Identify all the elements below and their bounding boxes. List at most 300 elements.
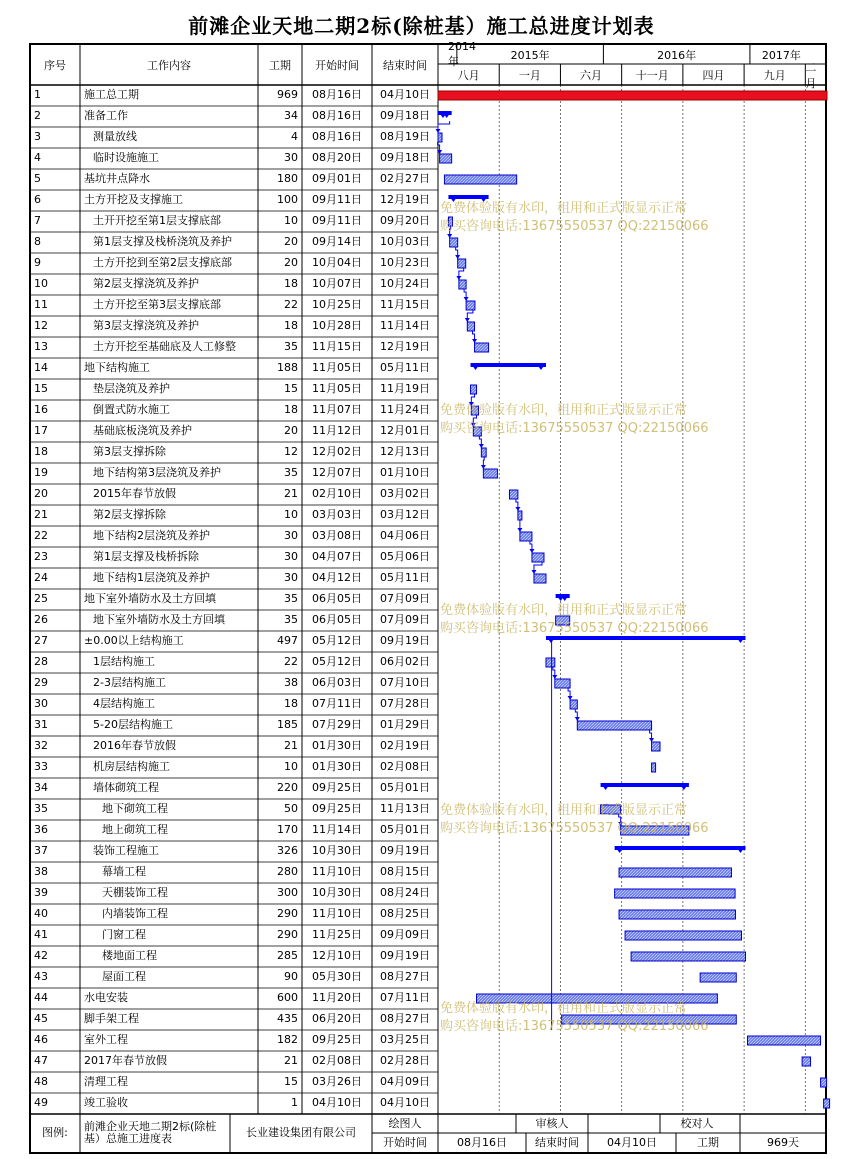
row-number: 27 [34,634,48,647]
task-duration: 22 [284,655,298,668]
reviewer-label: 审核人 [535,1116,569,1130]
task-duration: 90 [284,970,298,983]
task-end: 07月10日 [380,676,430,689]
month-label: 十一月 [635,69,669,82]
task-bar [483,469,497,478]
row-number: 3 [34,130,41,143]
task-duration: 12 [284,445,298,458]
task-start: 08月16日 [312,88,362,101]
header-seq: 序号 [44,59,66,72]
task-name: 地下砌筑工程 [102,802,168,815]
task-end: 09月19日 [380,844,430,857]
task-duration: 290 [277,928,298,941]
task-bar [631,952,745,961]
task-start: 08月20日 [312,151,362,164]
task-name: 楼地面工程 [102,949,157,962]
task-start: 09月01日 [312,172,362,185]
task-bar [652,763,656,772]
task-bar [615,889,735,898]
milestone-bar [824,1099,830,1108]
row-number: 5 [34,172,41,185]
task-duration: 300 [277,886,298,899]
header-dur: 工期 [269,59,291,72]
task-end: 08月24日 [380,886,430,899]
start-value: 08月16日 [457,1135,507,1149]
row-number: 16 [34,403,48,416]
task-start: 11月20日 [312,991,362,1004]
task-start: 03月03日 [312,508,362,521]
watermark-line1: 免费体验版有水印，租用和正式版显示正常 [440,603,688,618]
task-bar [473,427,481,436]
summary-bar [601,783,689,787]
task-name: 土方开挖到至第2层支撑底部 [93,256,232,269]
row-number: 26 [34,613,48,626]
summary-bar [615,846,746,850]
task-end: 07月09日 [380,592,430,605]
task-name: 土方开挖至第3层支撑底部 [93,298,221,311]
task-end: 05月11日 [380,571,430,584]
task-start: 11月25日 [312,928,362,941]
task-start: 11月12日 [312,424,362,437]
task-start: 09月14日 [312,235,362,248]
task-bar [467,322,474,331]
task-duration: 18 [284,403,298,416]
end-value: 04月10日 [607,1135,657,1149]
row-number: 40 [34,907,48,920]
task-bar [802,1057,810,1066]
task-end: 04月10日 [380,88,430,101]
task-end: 01月29日 [380,718,430,731]
task-duration: 600 [277,991,298,1004]
drafter-label: 绘图人 [388,1116,422,1130]
row-number: 38 [34,865,48,878]
task-bar [821,1078,827,1087]
task-duration: 50 [284,802,298,815]
task-bar [450,238,458,247]
task-start: 10月30日 [312,844,362,857]
task-bar [438,133,442,142]
dependency-arrowhead [465,318,470,322]
task-end: 12月19日 [380,340,430,353]
dependency-arrowhead [481,465,486,469]
watermark-line2: 购买咨询电话:13675550537 QQ:22150066 [440,1019,709,1034]
task-name: 地下结构施工 [84,361,150,374]
task-end: 09月18日 [380,109,430,122]
task-bar [652,742,660,751]
row-number: 22 [34,529,48,542]
task-end: 11月14日 [380,319,430,332]
row-number: 18 [34,445,48,458]
dur-label: 工期 [697,1135,719,1149]
task-bar [619,910,735,919]
watermark-line2: 购买咨询电话:13675550537 QQ:22150066 [440,621,709,636]
task-name: 幕墙工程 [102,865,146,878]
task-name: 垫层浇筑及养护 [93,382,170,395]
task-name: 准备工作 [84,109,128,122]
task-end: 05月01日 [380,823,430,836]
month-label: 六月 [580,69,603,82]
task-end: 09月19日 [380,949,430,962]
task-bar [621,826,689,835]
row-number: 48 [34,1075,48,1088]
task-end: 12月19日 [380,193,430,206]
task-name: 第2层支撑拆除 [93,508,166,521]
task-name: 地下室外墙防水及土方回填 [93,613,225,626]
task-end: 11月19日 [380,382,430,395]
task-end: 09月09日 [380,928,430,941]
task-name: 地下结构1层浇筑及养护 [93,571,210,584]
task-start: 12月02日 [312,445,362,458]
task-name: 土开开挖至第1层支撑底部 [93,214,221,227]
task-duration: 326 [277,844,298,857]
task-name: 竣工验收 [84,1096,128,1109]
task-duration: 220 [277,781,298,794]
task-end: 04月10日 [380,1096,430,1109]
task-bar [748,1036,821,1045]
task-start: 09月11日 [312,214,362,227]
dependency-arrowhead [447,234,452,238]
watermark-line2: 购买咨询电话:13675550537 QQ:22150066 [440,821,709,836]
task-end: 08月25日 [380,907,430,920]
task-start: 08月16日 [312,130,362,143]
month-label: 二月 [805,61,817,90]
task-name: 机房层结构施工 [93,760,170,773]
task-start: 07月11日 [312,697,362,710]
row-number: 36 [34,823,48,836]
task-name: 第2层支撑浇筑及养护 [93,277,199,290]
row-number: 31 [34,718,48,731]
year-label: 2017年 [761,48,801,62]
task-end: 07月11日 [380,991,430,1004]
task-duration: 35 [284,592,298,605]
task-start: 05月12日 [312,655,362,668]
task-start: 09月11日 [312,193,362,206]
task-end: 03月25日 [380,1033,430,1046]
task-duration: 10 [284,508,298,521]
summary-bar [471,363,546,367]
task-start: 04月10日 [312,1096,362,1109]
task-name: 基坑井点降水 [84,172,150,185]
task-start: 11月14日 [312,823,362,836]
task-start: 11月10日 [312,907,362,920]
row-number: 10 [34,277,48,290]
header-work: 工作内容 [147,59,191,72]
task-bar [532,553,544,562]
row-number: 43 [34,970,48,983]
task-bar [466,301,475,310]
task-end: 04月09日 [380,1075,430,1088]
row-number: 28 [34,655,48,668]
task-start: 11月05日 [312,382,362,395]
task-end: 11月13日 [380,802,430,815]
task-duration: 1 [291,1096,298,1109]
company-name: 长业建设集团有限公司 [246,1126,356,1139]
task-bar [481,448,486,457]
task-bar [700,973,736,982]
row-number: 47 [34,1054,48,1067]
task-bar [440,154,452,163]
task-end: 08月19日 [380,130,430,143]
task-name: 门窗工程 [102,928,146,941]
task-duration: 15 [284,1075,298,1088]
row-number: 25 [34,592,48,605]
task-duration: 34 [284,109,298,122]
task-name: 1层结构施工 [93,655,155,668]
task-start: 06月20日 [312,1012,362,1025]
task-name: 第3层支撑浇筑及养护 [93,319,199,332]
task-duration: 180 [277,172,298,185]
task-name: 测量放线 [93,130,137,143]
task-duration: 21 [284,487,298,500]
row-number: 35 [34,802,48,815]
task-duration: 182 [277,1033,298,1046]
task-name: 水电安装 [84,991,128,1004]
task-name: 临时设施施工 [93,151,159,164]
task-start: 11月07日 [312,403,362,416]
page-title: 前滩企业天地二期2标(除桩基）施工总进度计划表 [188,14,655,38]
task-end: 08月27日 [380,970,430,983]
task-end: 02月19日 [380,739,430,752]
task-name: 2-3层结构施工 [93,676,166,689]
task-duration: 185 [277,718,298,731]
task-end: 04月06日 [380,529,430,542]
task-start: 06月05日 [312,592,362,605]
task-end: 08月15日 [380,865,430,878]
task-duration: 15 [284,382,298,395]
dependency-arrowhead [456,276,461,280]
row-number: 19 [34,466,48,479]
task-name: 第1层支撑及栈桥拆除 [93,550,199,563]
task-name: 施工总工期 [84,88,139,101]
task-start: 06月03日 [312,676,362,689]
dependency-arrowhead [517,528,522,532]
row-number: 44 [34,991,48,1004]
task-name: 2017年春节放假 [84,1054,167,1067]
task-duration: 188 [277,361,298,374]
task-start: 05月12日 [312,634,362,647]
task-bar [546,658,555,667]
dependency-arrowhead [472,339,477,343]
month-label: 九月 [763,69,786,82]
row-number: 9 [34,256,41,269]
task-duration: 30 [284,151,298,164]
task-name: 2016年春节放假 [93,739,176,752]
month-label: 四月 [702,69,725,82]
end-label: 结束时间 [535,1135,579,1149]
task-end: 11月15日 [380,298,430,311]
task-name: 基础底板浇筑及养护 [93,424,192,437]
row-number: 34 [34,781,48,794]
row-number: 29 [34,676,48,689]
task-start: 11月05日 [312,361,362,374]
task-end: 07月09日 [380,613,430,626]
task-bar [556,616,570,625]
task-bar [625,931,741,940]
task-name: 天棚装饰工程 [102,886,168,899]
dependency-link [534,562,542,574]
total-duration-bar [438,91,827,100]
task-end: 02月28日 [380,1054,430,1067]
task-duration: 35 [284,613,298,626]
watermark-line1: 免费体验版有水印，租用和正式版显示正常 [440,1001,688,1016]
task-end: 05月11日 [380,361,430,374]
task-start: 06月05日 [312,613,362,626]
header-start: 开始时间 [315,59,359,72]
task-start: 12月07日 [312,466,362,479]
row-number: 30 [34,697,48,710]
row-number: 37 [34,844,48,857]
row-number: 33 [34,760,48,773]
start-label: 开始时间 [383,1135,427,1149]
dur-value: 969天 [767,1135,799,1149]
task-bar [475,343,489,352]
row-number: 11 [34,298,48,311]
row-number: 42 [34,949,48,962]
month-label: 一月 [518,69,541,82]
task-start: 09月25日 [312,781,362,794]
watermark-line2: 购买咨询电话:13675550537 QQ:22150066 [440,421,709,436]
task-name: 室外工程 [84,1033,128,1046]
dependency-arrowhead [529,549,534,553]
task-duration: 10 [284,214,298,227]
task-name: 2015年春节放假 [93,487,176,500]
year-label: 2015年 [510,48,550,62]
dependency-arrowhead [618,822,623,826]
checker-label: 校对人 [680,1116,714,1130]
row-number: 20 [34,487,48,500]
task-bar [562,1015,737,1024]
task-duration: 4 [291,130,298,143]
task-duration: 21 [284,1054,298,1067]
legend-label: 图例: [42,1126,68,1139]
task-bar [518,511,522,520]
task-name: 清理工程 [84,1075,128,1088]
dependency-arrowhead [479,444,484,448]
task-duration: 18 [284,319,298,332]
task-bar [444,175,516,184]
watermark-line1: 免费体验版有水印，租用和正式版显示正常 [440,803,688,818]
dependency-arrowhead [649,738,654,742]
row-number: 7 [34,214,41,227]
task-bar [471,385,477,394]
row-number: 24 [34,571,48,584]
row-number: 13 [34,340,48,353]
task-name: 土方开挖至基础底及人工修整 [93,340,236,353]
month-label: 八月 [457,69,480,82]
task-start: 02月10日 [312,487,362,500]
task-bar [555,679,570,688]
task-name: 脚手架工程 [84,1012,139,1025]
task-end: 10月23日 [380,256,430,269]
task-name: 第1层支撑及栈桥浇筑及养护 [93,235,232,248]
task-bar [509,490,517,499]
task-end: 11月24日 [380,403,430,416]
task-bar [448,217,452,226]
task-name: ±0.00以上结构施工 [84,634,184,647]
task-bar [459,280,466,289]
task-name: 第3层支撑拆除 [93,445,166,458]
dependency-link [438,121,450,133]
task-bar [477,994,718,1003]
task-start: 02月08日 [312,1054,362,1067]
task-bar [570,700,577,709]
task-duration: 18 [284,277,298,290]
task-duration: 969 [277,88,298,101]
task-end: 09月20日 [380,214,430,227]
dependency-arrowhead [531,570,536,574]
task-start: 09月25日 [312,802,362,815]
row-number: 14 [34,361,48,374]
row-number: 2 [34,109,41,122]
task-end: 10月24日 [380,277,430,290]
task-name: 4层结构施工 [93,697,155,710]
task-start: 07月29日 [312,718,362,731]
row-number: 41 [34,928,48,941]
task-end: 10月03日 [380,235,430,248]
task-start: 04月12日 [312,571,362,584]
row-number: 1 [34,88,41,101]
watermark-line2: 购买咨询电话:13675550537 QQ:22150066 [440,219,709,234]
row-number: 45 [34,1012,48,1025]
task-duration: 497 [277,634,298,647]
task-end: 02月08日 [380,760,430,773]
row-number: 12 [34,319,48,332]
task-bar [534,574,546,583]
task-start: 11月10日 [312,865,362,878]
task-name: 地下结构2层浇筑及养护 [93,529,210,542]
task-start: 10月25日 [312,298,362,311]
task-end: 08月27日 [380,1012,430,1025]
row-number: 4 [34,151,41,164]
task-start: 12月10日 [312,949,362,962]
task-start: 10月07日 [312,277,362,290]
task-end: 12月01日 [380,424,430,437]
row-number: 21 [34,508,48,521]
task-duration: 100 [277,193,298,206]
task-duration: 20 [284,424,298,437]
task-start: 01月30日 [312,760,362,773]
row-number: 23 [34,550,48,563]
task-start: 10月04日 [312,256,362,269]
dependency-arrowhead [455,255,460,259]
task-start: 05月30日 [312,970,362,983]
watermark-line1: 免费体验版有水印，租用和正式版显示正常 [440,201,688,216]
task-name: 倒置式防水施工 [93,403,170,416]
watermark-line1: 免费体验版有水印，租用和正式版显示正常 [440,403,688,418]
task-end: 06月02日 [380,655,430,668]
task-name: 土方开挖及支撑施工 [84,193,183,206]
task-bar [520,532,532,541]
task-duration: 35 [284,340,298,353]
task-duration: 435 [277,1012,298,1025]
task-duration: 18 [284,697,298,710]
task-start: 10月28日 [312,319,362,332]
task-bar [471,406,478,415]
row-number: 8 [34,235,41,248]
project-name: 前滩企业天地二期2标(除桩基）总施工进度表 [84,1120,217,1145]
dependency-arrowhead [552,675,557,679]
task-duration: 30 [284,529,298,542]
task-name: 地下室外墙防水及土方回填 [84,592,216,605]
year-label: 2016年 [657,48,697,62]
task-end: 02月27日 [380,172,430,185]
task-duration: 280 [277,865,298,878]
summary-bar [546,636,746,640]
task-name: 内墙装饰工程 [102,907,168,920]
task-start: 09月25日 [312,1033,362,1046]
row-number: 46 [34,1033,48,1046]
task-duration: 22 [284,298,298,311]
